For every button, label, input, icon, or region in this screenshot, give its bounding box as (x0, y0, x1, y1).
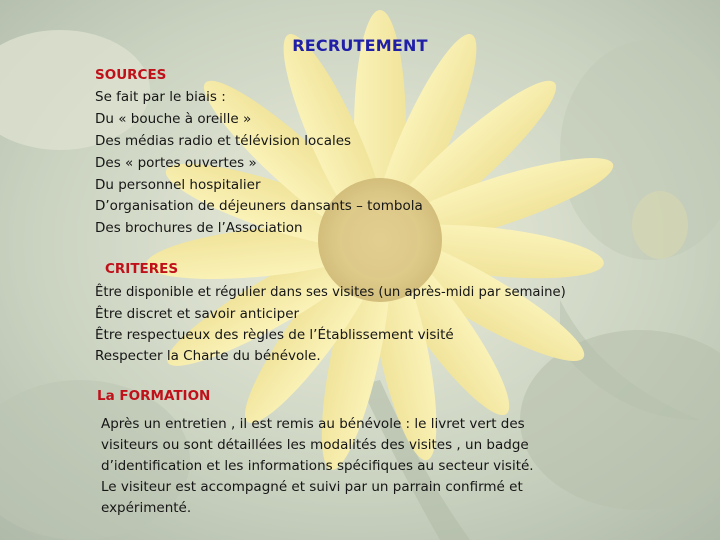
sources-line: Des médias radio et télévision locales (95, 133, 352, 149)
sources-line: Des « portes ouvertes » (95, 155, 257, 171)
slide-title: RECRUTEMENT (292, 36, 428, 55)
formation-line: Le visiteur est accompagné et suivi par un parrain confirmé et (101, 479, 523, 495)
criteres-line: Être disponible et régulier dans ses visites (un après-midi par semaine) (95, 285, 566, 300)
sources-line: D’organisation de déjeuners dansants – tombola (95, 198, 423, 214)
criteres-line: Respecter la Charte du bénévole. (95, 348, 321, 364)
formation-heading: La FORMATION (97, 388, 211, 404)
sources-line: Du personnel hospitalier (95, 177, 261, 193)
sources-line: Des brochures de l’Association (95, 220, 303, 236)
formation-line: visiteurs ou sont détaillées les modalités des visites , un badge (101, 437, 529, 453)
formation-line: expérimenté. (101, 500, 192, 516)
criteres-line: Être respectueux des règles de l’Établissement visité (95, 327, 454, 343)
criteres-line: Être discret et savoir anticiper (95, 306, 300, 322)
sources-line: Se fait par le biais : (95, 89, 226, 105)
criteres-heading: CRITERES (105, 261, 179, 277)
formation-paragraph (101, 414, 534, 519)
formation-line: Après un entretien , il est remis au bénévole : le livret vert des (101, 416, 525, 432)
sources-heading: SOURCES (95, 67, 167, 83)
formation-line: d’identification et les informations spécifiques au secteur visité. (101, 458, 534, 474)
sources-line: Du « bouche à oreille » (95, 111, 252, 127)
